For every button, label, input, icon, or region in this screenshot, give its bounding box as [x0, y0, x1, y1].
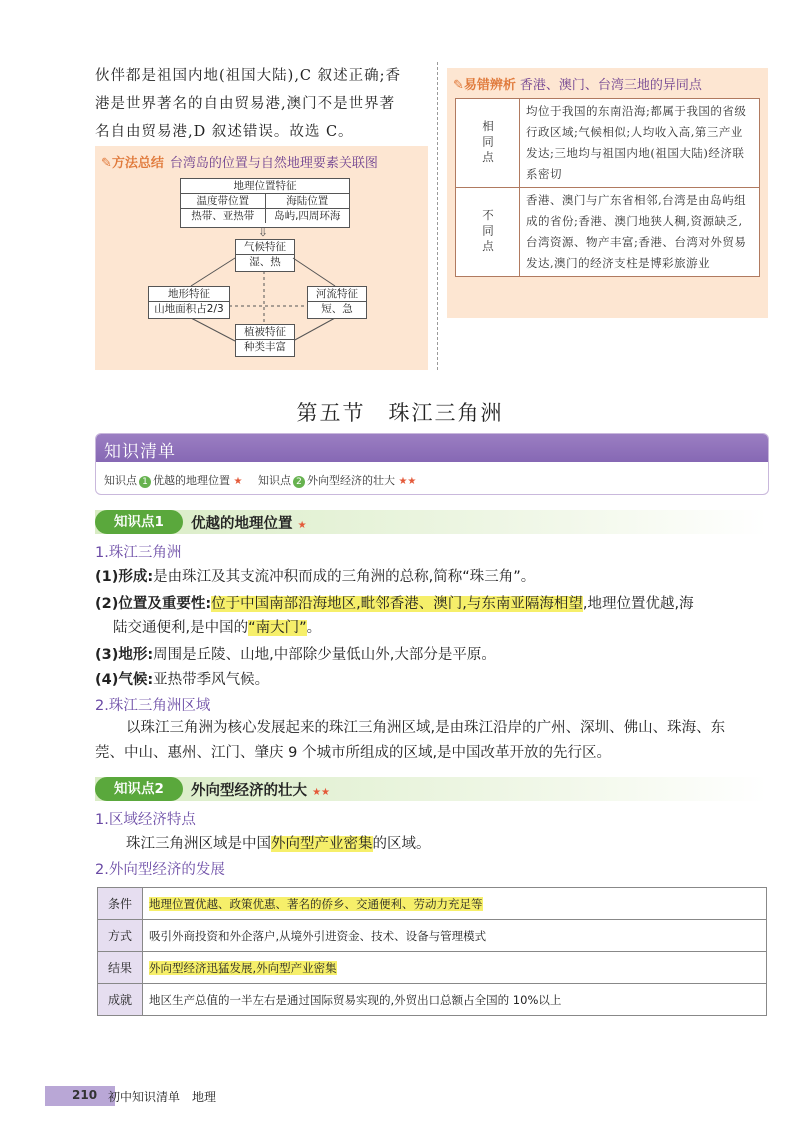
subheading: 1.区域经济特点 — [95, 812, 196, 828]
knowledge-list-items — [104, 472, 416, 488]
mistake-analysis-title: ✎易错辨析 香港、澳门、台湾三地的异同点 — [453, 78, 702, 93]
row-label: 条件 — [98, 888, 143, 920]
column-divider — [437, 62, 438, 370]
knowledge-list-header: 知识清单 — [96, 434, 768, 462]
text-line: 名自由贸易港,D 叙述错误。故选 C。 — [95, 124, 354, 140]
number-badge: 1 — [139, 476, 151, 488]
row-label: 结果 — [98, 952, 143, 984]
row-text: 地理位置优越、政策优惠、著名的侨乡、交通便利、劳动力充足等 — [143, 888, 767, 920]
same-label: 相同点 — [456, 99, 520, 188]
star-icon: ★★ — [398, 476, 417, 487]
text-line: 伙伴都是祖国内地(祖国大陆),C 叙述正确;香 — [95, 68, 402, 84]
subheading: 2.珠江三角洲区域 — [95, 698, 211, 714]
row-label: 成就 — [98, 984, 143, 1016]
paragraph: 陆交通便利,是中国的“南大门”。 — [113, 620, 322, 636]
list-item[interactable]: 知识点 2 外向型经济的壮大 ★★ — [257, 474, 417, 487]
kp-name: 优越的地理位置 ★ — [191, 516, 307, 532]
table-row — [456, 188, 760, 277]
knowledge-point-2-header — [95, 777, 767, 801]
paragraph: (2)位置及重要性:位于中国南部沿海地区,毗邻香港、澳门,与东南亚隔海相望,地理位置优越,海 — [95, 596, 694, 612]
temp-zone-value: 热带、亚热带 — [191, 210, 255, 222]
paragraph: 珠江三角洲区域是中国外向型产业密集的区域。 — [126, 836, 431, 852]
paragraph: (3)地形:周围是丘陵、山地,中部除少量低山外,大部分是平原。 — [95, 647, 496, 663]
comparison-table — [455, 98, 760, 277]
temp-zone-label: 温度带位置 — [181, 194, 265, 209]
vegetation-box: 植被特征 种类丰富 — [235, 324, 295, 357]
row-text: 外向型经济迅猛发展,外向型产业密集 — [143, 952, 767, 984]
table-row — [98, 952, 767, 984]
land-sea-value: 岛屿,四周环海 — [274, 210, 341, 222]
river-box: 河流特征 短、急 — [307, 286, 367, 319]
arrow-down-icon: ⇩ — [258, 225, 269, 239]
book-title: 初中知识清单 地理 — [108, 1090, 217, 1104]
section-title: 第五节 珠江三角洲 — [296, 401, 504, 425]
paragraph: 莞、中山、惠州、江门、肇庆 9 个城市所组成的区域,是中国改革开放的先行区。 — [95, 745, 612, 761]
paragraph: (4)气候:亚热带季风气候。 — [95, 672, 270, 688]
knowledge-point-1-header — [95, 510, 767, 534]
paragraph: 以珠江三角洲为核心发展起来的珠江三角洲区域,是由珠江沿岸的广州、深圳、佛山、珠海、东 — [126, 720, 726, 736]
diff-text: 香港、澳门与广东省相邻,台湾是由岛屿组成的省份;香港、澳门地狭人稠,资源缺乏,台湾资源、物产丰富;香港、台湾对外贸易发达,澳门的经济支柱是博彩旅游业 — [520, 188, 760, 277]
star-icon: ★ — [233, 476, 243, 487]
table-row — [98, 920, 767, 952]
method-summary-title: ✎方法总结 台湾岛的位置与自然地理要素关联图 — [101, 156, 378, 171]
kp-tag: 知识点1 — [95, 510, 183, 534]
mistake-analysis-box — [447, 68, 768, 318]
star-icon: ★ — [297, 520, 307, 531]
list-item[interactable]: 知识点 1 优越的地理位置 ★ — [104, 474, 243, 487]
row-label: 方式 — [98, 920, 143, 952]
terrain-box: 地形特征 山地面积占2/3 — [148, 286, 230, 319]
table-row — [456, 99, 760, 188]
subheading: 2.外向型经济的发展 — [95, 862, 225, 878]
knowledge-list — [95, 433, 769, 495]
development-table — [97, 887, 767, 1016]
table-row — [98, 984, 767, 1016]
same-text: 均位于我国的东南沿海;都属于我国的省级行政区域;气候相似;人均收入高,第三产业发达;三地均与祖国内地(祖国大陆)经济联系密切 — [520, 99, 760, 188]
kp-name: 外向型经济的壮大 ★★ — [191, 783, 330, 799]
method-summary-box — [95, 146, 428, 370]
diff-label: 不同点 — [456, 188, 520, 277]
land-sea-label: 海陆位置 — [266, 194, 350, 209]
subheading: 1.珠江三角洲 — [95, 545, 182, 561]
page-number: 210 — [72, 1088, 98, 1102]
table-row — [98, 888, 767, 920]
row-text: 吸引外商投资和外企落户,从境外引进资金、技术、设备与管理模式 — [143, 920, 767, 952]
geo-feature-header: 地理位置特征 — [181, 179, 349, 194]
row-text: 地区生产总值的一半左右是通过国际贸易实现的,外贸出口总额占全国的 10%以上 — [143, 984, 767, 1016]
number-badge: 2 — [293, 476, 305, 488]
climate-box: 气候特征 湿、热 — [235, 239, 295, 272]
answer-explanation — [95, 62, 435, 146]
star-icon: ★★ — [312, 787, 330, 798]
lightbulb-icon: ✎ — [453, 78, 464, 93]
kp-tag: 知识点2 — [95, 777, 183, 801]
paragraph: (1)形成:是由珠江及其支流冲积而成的三角洲的总称,简称“珠三角”。 — [95, 569, 536, 585]
text-line: 港是世界著名的自由贸易港,澳门不是世界著 — [95, 96, 396, 112]
lightbulb-icon: ✎ — [101, 156, 112, 171]
